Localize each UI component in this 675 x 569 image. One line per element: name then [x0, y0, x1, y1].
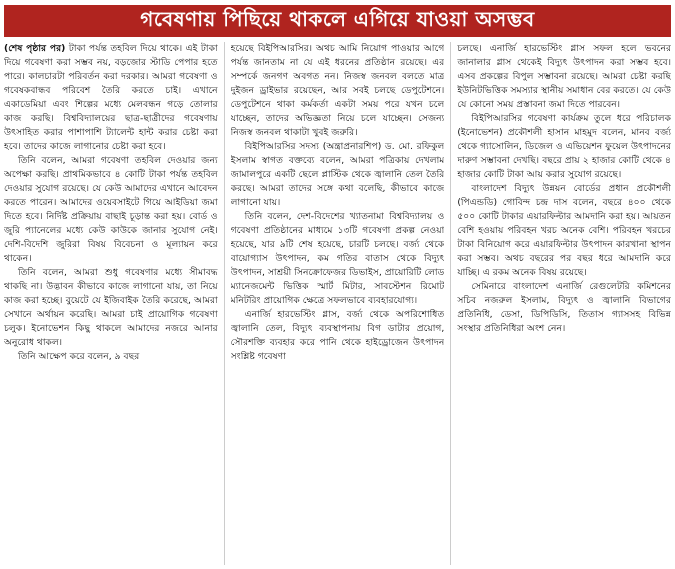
- column-3: [457, 42, 671, 565]
- paragraph: তিনি বলেন, দেশ-বিদেশের খ্যাতনামা বিশ্ববিদ্যালয় ও গবেষণা প্রতিষ্ঠানের মাধ্যমে ১৩টি গবেষণা প্রকল্প নেওয়া হয়েছে, যার ৯টি শেষ হয়েছে, চারটি চলছে। বর্জ্য থেকে বায়োগ্যাস উৎপাদন, কম গতির বাতাস থেকে বিদ্যুৎ উৎপাদন, সাশ্রয়ী সিনক্রোফেজর ডিভাইস, প্রায়োরিটি লোড ম্যানেজমেন্ট ভিত্তিক স্মার্ট মিটার, সাবস্টেশন রিমোট মনিটরিং প্রায়োগিক ক্ষেত্রে সফলভাবে ব্যবহারযোগ্য।: [230, 211, 445, 306]
- headline-bar: [4, 5, 671, 37]
- paragraph: এনার্জি হারভেস্টিং গ্লাস, বর্জ্য থেকে অপরিশোধিত জ্বালানি তেল, বিদ্যুৎ ব্যবস্থাপনায় বিগ ডাটার প্রয়োগ, সৌরশক্তি ব্যবহার করে পানি থেকে হাইড্রোজেন উৎপাদন সংশ্লিষ্ট গবেষণা: [230, 309, 445, 362]
- headline: গবেষণায় পিছিয়ে থাকলে এগিয়ে যাওয়া অসম্ভব: [140, 6, 535, 31]
- paragraph: সেমিনারে বাংলাদেশ এনার্জি রেগুলেটরি কমিশনের সচিব নজরুল ইসলাম, বিদ্যুৎ ও জ্বালানি বিভাগের প্রতিনিধি, ডেসা, ডিপিডিসি, তিতাস গ্যাসসহ বিভিন্ন সংস্থার প্রতিনিধিরা অংশ নেন।: [457, 281, 672, 334]
- paragraph: তিনি আক্ষেপ করে বলেন, ৯ বছর: [18, 351, 140, 362]
- paragraph: হয়েছে বিইপিআরসির। অথচ আমি নিয়োগ পাওয়ার আগে পর্যন্ত জানতাম না যে এই ধরনের প্রতিষ্ঠান রয়েছে। এর সম্পর্কে জনগণ অবগত নন। নিজস্ব জনবল বলতে মাত্র দুইজন ড্রাইভার রয়েছেন, আর সবই চলছে ডেপুটেশনে। ডেপুটেশনে থাকা কর্মকর্তা একটা সময় পরে যখন চলে যাচ্ছেন, তাদের অভিজ্ঞতা নিয়ে চলে যাচ্ছেন। সেজন্য নিজস্ব জনবল থাকাটা খুবই জরুরি।: [230, 43, 445, 138]
- column-2: [231, 42, 445, 565]
- paragraph: বাংলাদেশ বিদ্যুৎ উন্নয়ন বোর্ডের প্রধান প্রকৌশলী (পিএন্ডডি) গোবিন্দ চন্দ্র দাস বলেন, বছরে ৪০০ থেকে ৫০০ কোটি টাকার এয়ারফিল্টার আমদানি করা হয়। আয়তন বেশি হওয়ায় পরিবহন খরচ অনেক বেশি। পরিবহন খরচের টাকা বিনিয়োগ করে এয়ারফিল্টার উৎপাদন কারখানা স্থাপন করা সম্ভব। অথচ বছরের পর বছর ধরে আমদানি করে যাচ্ছি। এ রকম অনেক বিষয় রয়েছে।: [457, 183, 672, 278]
- article-body: [4, 42, 671, 565]
- paragraph: বিইপিআরসির সদস্য (অন্ত্রাপ্রনারশিপ) ড. মো. রফিকুল ইসলাম স্বাগত বক্তব্যে বলেন, আমরা পত্রিকায় দেখলাম জামালপুরে একটি ছেলে প্লাস্টিক থেকে জ্বালানি তেল তৈরি করছে। আমরা তাদের সঙ্গে কথা বলেছি, কীভাবে কাজে লাগানো যায়।: [230, 141, 445, 208]
- paragraph: চলছে। এনার্জি হারভেস্টিং গ্লাস সফল হলে ভবনের জানালার গ্লাস থেকেই বিদ্যুৎ উৎপাদন করা সম্ভব হবে। এসব প্রকল্পের বিপুল সম্ভাবনা রয়েছে। আমরা চেষ্টা করছি ইউনিটভিত্তিক সমস্যার স্থানীয় সমাধান বের করতে। যে কেউ যে কোনো সময় প্রস্তাবনা জমা দিতে পারবেন।: [457, 43, 672, 110]
- paragraph-text: টাকা পর্যন্ত তহবিল দিয়ে থাকে। এই টাকা দিয়ে গবেষণা করা সম্ভব নয়, বড়জোর স্টাডি পেপার হতে পারে। কালচারটা পরিবর্তন করা দরকার। আমরা গবেষণা ও গবেষকবান্ধব পরিবেশ তৈরি করতে চাই। এখানে একাডেমিয়া এবং শিল্পের মধ্যে মেলবন্ধন গড়ে তোলার কাজ করছি। বিশ্ববিদ্যালয়ের ছাত্র-ছাত্রীদের গবেষণায় উৎসাহিত করার পাশাপাশি ট্যালেন্ট হান্ট করার চেষ্টা করা হবে। তাদের কাজে লাগানোর চেষ্টা করা হবে।: [4, 43, 218, 152]
- continued-label: (শেষ পৃষ্ঠার পর): [4, 43, 66, 54]
- paragraph: বিইপিআরসির গবেষণা কার্যক্রম তুলে ধরে পরিচালক (ইনোভেশন) প্রকৌশলী হাসান মাহমুদ বলেন, মানব বর্জ্য থেকে গ্যাসোলিন, ডিজেল ও এভিয়েশন ফুয়েল উৎপাদনের দারুণ সম্ভাবনা দেখছি। বছরে প্রায় ২ হাজার কোটি থেকে ৪ হাজার কোটি টাকা আয় করার সুযোগ রয়েছে।: [457, 113, 672, 180]
- paragraph: তিনি বলেন, আমরা গবেষণা তহবিল দেওয়ার জন্য অপেক্ষা করছি। প্রাথমিকভাবে ৪ কোটি টাকা পর্যন্ত তহবিল দেওয়ার সুযোগ রয়েছে। যে কেউ আমাদের এখানে আবেদন করতে পারেন। আমাদের ওয়েবসাইটে গিয়ে আইডিয়া জমা দিতে হবে। নির্দিষ্ট প্রক্রিয়ায় বাছাই চূড়ান্ত করা হয়। বোর্ড ও জুরি প্যানেলের মধ্যে কেউ কাউকে জানার সুযোগ নেই। দেশি-বিদেশি জুরিরা বিষয় বিবেচনা ও মূল্যায়ন করে থাকেন।: [4, 155, 218, 264]
- column-divider: [450, 42, 451, 565]
- paragraph: [4, 42, 218, 154]
- column-1: [4, 42, 218, 565]
- column-divider: [224, 42, 225, 565]
- paragraph: তিনি বলেন, আমরা শুধু গবেষণার মধ্যে সীমাবদ্ধ থাকছি না। উদ্ভাবন কীভাবে কাজে লাগানো যায়, তা নিয়ে কাজ করা হচ্ছে। বুয়েটে যে ইজিবাইক তৈরি করেছে, আমরা সেখানে অর্থায়ন করেছি। আমরা চাই প্রায়োগিক গবেষণা চলুক। ইনোভেশন কিছু থাকলে আমাদের নজরে আনার অনুরোধ থাকল।: [4, 267, 218, 348]
